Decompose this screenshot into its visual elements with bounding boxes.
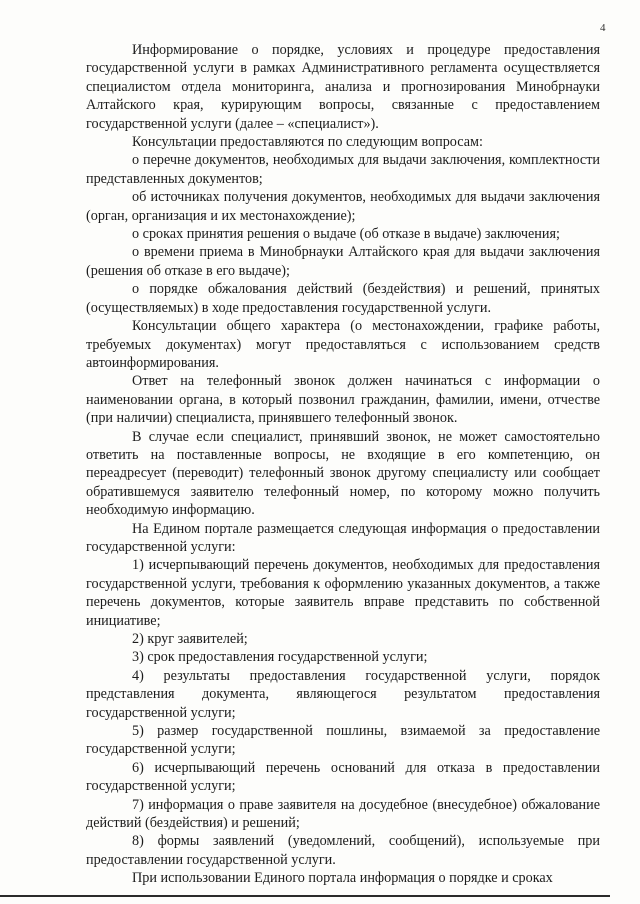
scan-edge-divider (0, 895, 610, 897)
page-number: 4 (600, 22, 606, 34)
list-item-8: 8) формы заявлений (уведомлений, сообщений), используемые при предоставлении государственной услуги. (86, 833, 600, 868)
list-item-7: 7) информация о праве заявителя на досудебное (внесудебное) обжалование действий (бездействия) и решений; (86, 796, 600, 832)
paragraph-informing: Информирование о порядке, условиях и процедуре предоставления государственной услуги в рамках Административного регламента осуществляется специалистом отдела мониторинга, анализа и прогнозирования Минобрнауки Алтайского края, курирующим вопросы, связанные с предоставлением государственной услуги (далее – «специалист»). (86, 42, 600, 132)
list-item-2: 2) круг заявителей; (132, 631, 248, 647)
paragraph-topic-sources: об источниках получения документов, необходимых для выдачи заключения (орган, организация и их местонахождение); (86, 189, 600, 224)
paragraph-call-redirect: В случае если специалист, принявший звонок, не может самостоятельно ответить на поставленные вопросы, не входящие в его компетенцию, он переадресует (переводит) телефонный звонок другому специалисту или сообщает обратившемуся заявителю телефонный номер, по которому можно получить необходимую информацию. (86, 428, 600, 519)
paragraph-phone-answer: Ответ на телефонный звонок должен начинаться с информации о наименовании органа, в который позвонил гражданин, фамилии, имени, отчестве (при наличии) специалиста, принявшего телефонный звонок. (86, 373, 600, 427)
paragraph-portal-info: На Едином портале размещается следующая информация о предоставлении государственной услуги: (86, 520, 600, 555)
list-item-5: 5) размер государственной пошлины, взимаемой за предоставление государственной услуги; (86, 723, 600, 758)
document-body (86, 41, 600, 888)
paragraph-topic-reception-time: о времени приема в Минобрнауки Алтайского края для выдачи заключения (решения об отказе в его выдаче); (86, 244, 600, 279)
paragraph-consultation-topics: Консультации предоставляются по следующим вопросам: (132, 134, 483, 151)
paragraph-portal-usage: При использовании Единого портала информация о порядке и сроках (132, 870, 553, 887)
paragraph-general-consultations: Консультации общего характера (о местонахождении, графике работы, требуемых документах) могут предоставляться с использованием средств автоинформирования. (86, 318, 600, 371)
paragraph-topic-documents: о перечне документов, необходимых для выдачи заключения, комплектности представленных документов; (86, 152, 600, 187)
list-item-4: 4) результаты предоставления государственной услуги, порядок представления документа, являющегося результатом предоставления государственной услуги; (86, 667, 600, 721)
paragraph-topic-deadlines: о сроках принятия решения о выдаче (об отказе в выдаче) заключения; (132, 226, 560, 243)
paragraph-topic-appeals: о порядке обжалования действий (бездействия) и решений, принятых (осуществляемых) в ходе предоставления государственной услуги. (86, 281, 600, 316)
list-item-3: 3) срок предоставления государственной услуги; (132, 649, 428, 666)
list-item-6: 6) исчерпывающий перечень оснований для отказа в предоставлении государственной услуги; (86, 759, 600, 795)
list-item-1: 1) исчерпывающий перечень документов, необходимых для предоставления государственной услуги, требования к оформлению указанных документов, а также перечень документов, которые заявитель вправе представить по собственной инициативе; (86, 557, 600, 629)
